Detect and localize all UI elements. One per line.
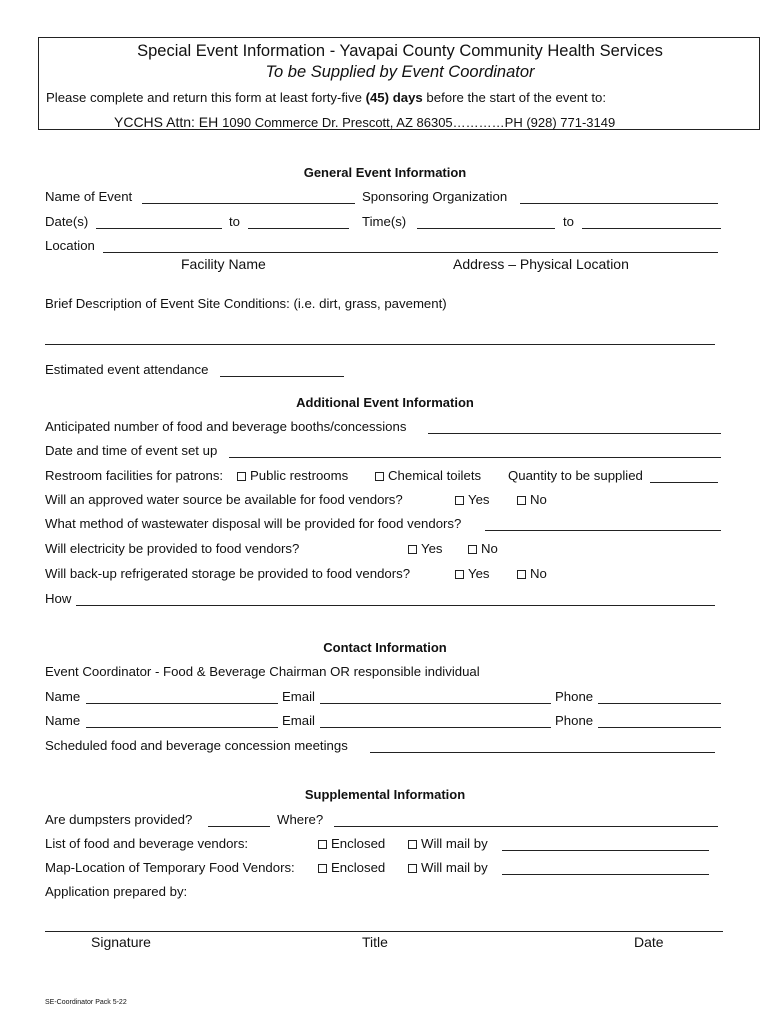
facility-name-label: Facility Name	[181, 256, 266, 272]
electricity-no-label: No	[481, 541, 498, 556]
map-enclosed-checkbox[interactable]	[318, 864, 327, 873]
name-1-label: Name	[45, 689, 81, 704]
map-mail-checkbox[interactable]	[408, 864, 417, 873]
electricity-no-checkbox[interactable]	[468, 545, 477, 554]
refrigerated-yes-label: Yes	[468, 566, 490, 581]
instructions-text: Please complete and return this form at least forty-five	[46, 90, 366, 105]
map-enclosed-label: Enclosed	[331, 860, 386, 875]
wastewater-label: What method of wastewater disposal will be provided for food vendors?	[45, 516, 462, 531]
attendance-label: Estimated event attendance	[45, 362, 209, 377]
wastewater-field[interactable]	[485, 530, 721, 531]
dates-to-label: to	[229, 214, 240, 229]
electricity-yes-option[interactable]	[408, 541, 443, 556]
address-location-label: Address – Physical Location	[453, 256, 629, 272]
how-label: How	[45, 591, 72, 606]
electricity-yes-label: Yes	[421, 541, 443, 556]
supplemental-heading: Supplemental Information	[304, 787, 466, 802]
signature-label: Signature	[91, 934, 151, 950]
instructions-text-end: before the start of the event to:	[422, 90, 607, 105]
location-field[interactable]	[103, 252, 718, 253]
setup-field[interactable]	[229, 457, 721, 458]
map-mail-option[interactable]	[408, 860, 488, 875]
signature-line[interactable]	[45, 931, 723, 932]
restroom-label: Restroom facilities for patrons:	[45, 468, 224, 483]
vendors-mail-checkbox[interactable]	[408, 840, 417, 849]
water-label: Will an approved water source be available for food vendors?	[45, 492, 403, 507]
vendors-enclosed-option[interactable]	[318, 836, 385, 851]
refrigerated-no-checkbox[interactable]	[517, 570, 526, 579]
location-label: Location	[45, 238, 95, 253]
vendors-list-label: List of food and beverage vendors:	[45, 836, 249, 851]
email-2-label: Email	[282, 713, 315, 728]
email-1-field[interactable]	[320, 703, 551, 704]
name-2-field[interactable]	[86, 727, 278, 728]
water-no-label: No	[530, 492, 547, 507]
sponsoring-org-label: Sponsoring Organization	[362, 189, 508, 204]
electricity-yes-checkbox[interactable]	[408, 545, 417, 554]
water-no-option[interactable]	[517, 492, 547, 507]
date-label: Date	[634, 934, 664, 950]
public-restrooms-label: Public restrooms	[250, 468, 349, 483]
address-attn: YCCHS Attn: EH	[114, 114, 223, 130]
map-mail-label: Will mail by	[421, 860, 488, 875]
return-address	[114, 114, 615, 132]
phone-1-label: Phone	[555, 689, 594, 704]
vendors-enclosed-label: Enclosed	[331, 836, 386, 851]
name-of-event-field[interactable]	[142, 203, 355, 204]
meetings-field[interactable]	[370, 752, 715, 753]
public-restrooms-option[interactable]	[237, 468, 348, 483]
dates-label: Date(s)	[45, 214, 89, 229]
dumpsters-label: Are dumpsters provided?	[45, 812, 193, 827]
form-subtitle: To be Supplied by Event Coordinator	[265, 63, 535, 81]
where-label: Where?	[277, 812, 324, 827]
time-start-field[interactable]	[417, 228, 555, 229]
time-end-field[interactable]	[582, 228, 721, 229]
header-box	[38, 37, 760, 130]
map-location-label: Map-Location of Temporary Food Vendors:	[45, 860, 295, 875]
additional-heading: Additional Event Information	[296, 395, 474, 410]
phone-2-field[interactable]	[598, 727, 721, 728]
phone-2-label: Phone	[555, 713, 594, 728]
site-conditions-field[interactable]	[45, 344, 715, 345]
sponsoring-org-field[interactable]	[520, 203, 718, 204]
times-to-label: to	[563, 214, 574, 229]
general-heading: General Event Information	[303, 165, 467, 180]
water-yes-checkbox[interactable]	[455, 496, 464, 505]
name-of-event-label: Name of Event	[45, 189, 133, 204]
refrigerated-no-option[interactable]	[517, 566, 547, 581]
booths-field[interactable]	[428, 433, 721, 434]
water-yes-label: Yes	[468, 492, 490, 507]
instructions	[46, 90, 606, 105]
vendors-enclosed-checkbox[interactable]	[318, 840, 327, 849]
meetings-label: Scheduled food and beverage concession meetings	[45, 738, 348, 753]
name-1-field[interactable]	[86, 703, 278, 704]
address-street: 1090 Commerce Dr. Prescott, AZ 86305…………PH (928) 771-3149	[222, 115, 616, 130]
refrigerated-yes-checkbox[interactable]	[455, 570, 464, 579]
instructions-days: (45) days	[365, 90, 423, 105]
map-mail-date-field[interactable]	[502, 874, 709, 875]
site-conditions-label: Brief Description of Event Site Conditions: (i.e. dirt, grass, pavement)	[45, 296, 447, 311]
quantity-field[interactable]	[650, 482, 718, 483]
public-restrooms-checkbox[interactable]	[237, 472, 246, 481]
footer-code: SE-Coordinator Pack 5-22	[45, 999, 127, 1006]
prepared-by-label: Application prepared by:	[45, 884, 188, 899]
water-no-checkbox[interactable]	[517, 496, 526, 505]
chemical-toilets-option[interactable]	[375, 468, 481, 483]
contact-heading: Contact Information	[323, 640, 447, 655]
times-label: Time(s)	[362, 214, 407, 229]
dumpsters-field[interactable]	[208, 826, 270, 827]
email-1-label: Email	[282, 689, 315, 704]
email-2-field[interactable]	[320, 727, 551, 728]
where-field[interactable]	[334, 826, 718, 827]
name-2-label: Name	[45, 713, 81, 728]
map-enclosed-option[interactable]	[318, 860, 385, 875]
vendors-mail-date-field[interactable]	[502, 850, 709, 851]
title-label: Title	[362, 934, 388, 950]
refrigerated-label: Will back-up refrigerated storage be provided to food vendors?	[45, 566, 411, 581]
refrigerated-yes-option[interactable]	[455, 566, 490, 581]
water-yes-option[interactable]	[455, 492, 490, 507]
chemical-toilets-checkbox[interactable]	[375, 472, 384, 481]
chemical-toilets-label: Chemical toilets	[388, 468, 482, 483]
electricity-no-option[interactable]	[468, 541, 498, 556]
electricity-label: Will electricity be provided to food vendors?	[45, 541, 300, 556]
how-field[interactable]	[76, 605, 715, 606]
setup-label: Date and time of event set up	[45, 443, 218, 458]
form-title: Special Event Information - Yavapai County Community Health Services	[137, 42, 663, 60]
date-start-field[interactable]	[96, 228, 222, 229]
date-end-field[interactable]	[248, 228, 349, 229]
refrigerated-no-label: No	[530, 566, 547, 581]
booths-label: Anticipated number of food and beverage booths/concessions	[45, 419, 407, 434]
quantity-label: Quantity to be supplied	[508, 468, 643, 483]
phone-1-field[interactable]	[598, 703, 721, 704]
coordinator-label: Event Coordinator - Food & Beverage Chairman OR responsible individual	[45, 664, 480, 679]
vendors-mail-option[interactable]	[408, 836, 488, 851]
attendance-field[interactable]	[220, 376, 344, 377]
vendors-mail-label: Will mail by	[421, 836, 488, 851]
